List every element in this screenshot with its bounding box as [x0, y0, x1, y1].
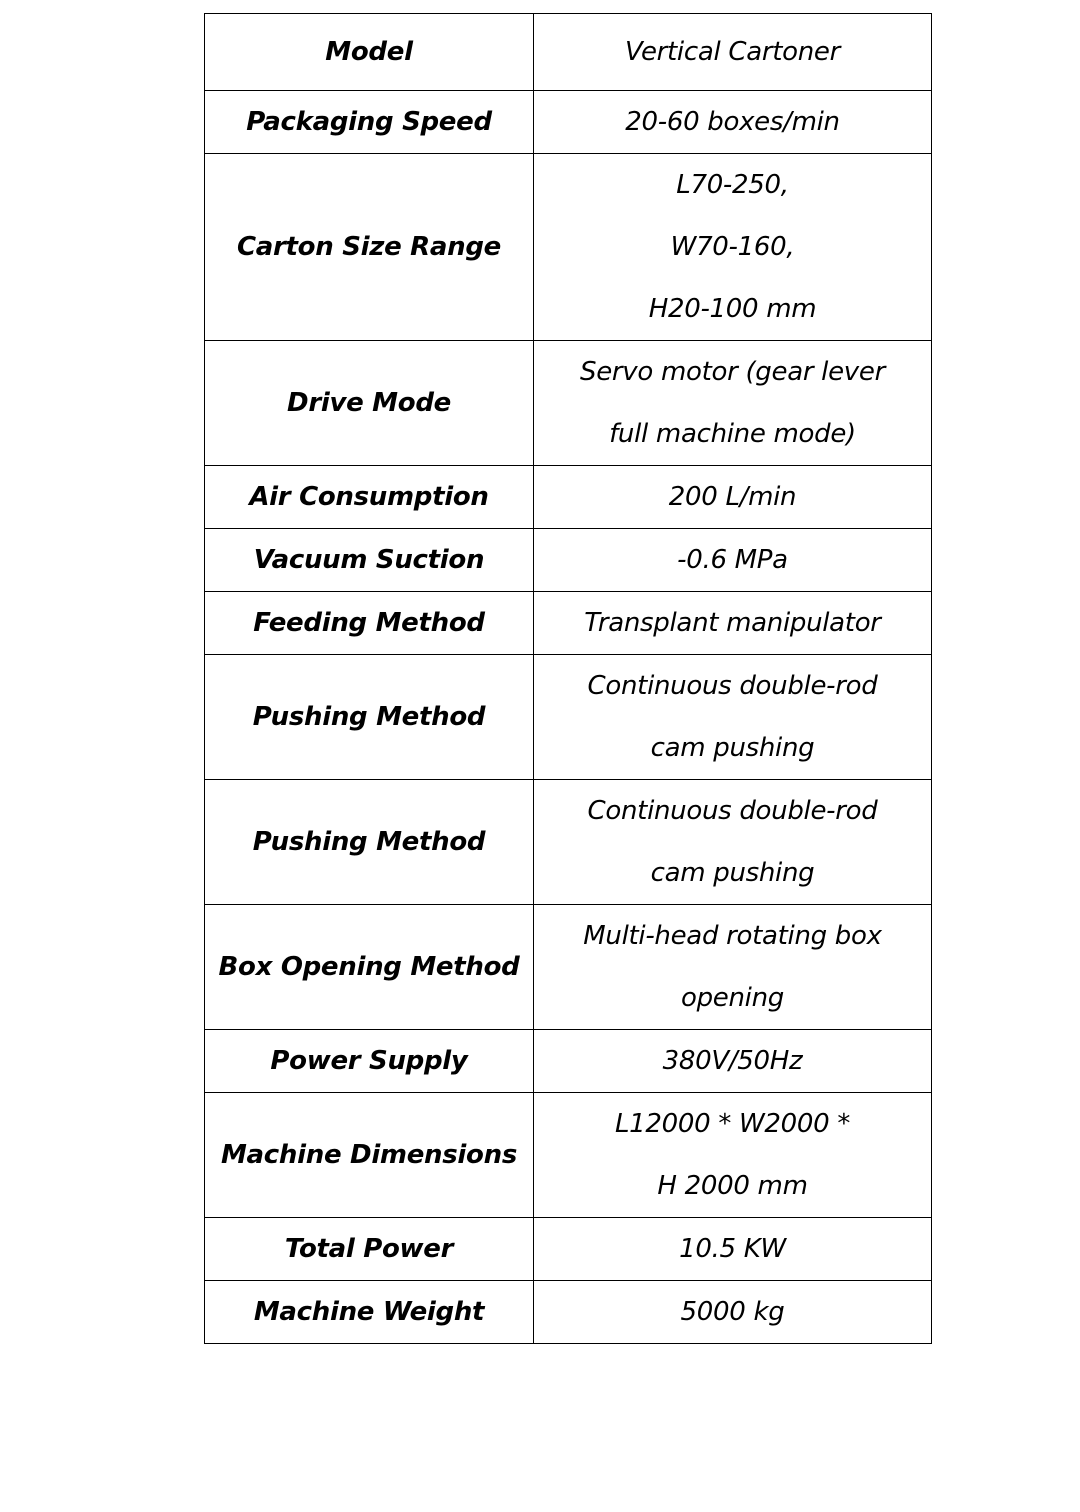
table-row: [205, 1281, 932, 1344]
spec-value-line: Multi-head rotating box: [583, 921, 882, 951]
spec-label: Pushing Method: [205, 780, 534, 905]
spec-label: Box Opening Method: [205, 905, 534, 1030]
spec-label: Model: [205, 14, 534, 91]
spec-value: [534, 592, 932, 655]
table-row: [205, 655, 932, 780]
spec-value-line: cam pushing: [650, 733, 815, 763]
table-row: [205, 592, 932, 655]
spec-table-body: [205, 14, 932, 1344]
spec-label: Carton Size Range: [205, 154, 534, 341]
spec-value: [534, 1218, 932, 1281]
table-row: [205, 529, 932, 592]
spec-value: [534, 529, 932, 592]
spec-label: Drive Mode: [205, 341, 534, 466]
spec-value-line: H 2000 mm: [657, 1171, 808, 1201]
table-row: [205, 91, 932, 154]
table-row: [205, 1030, 932, 1093]
spec-label: Machine Weight: [205, 1281, 534, 1344]
spec-value: [534, 780, 932, 905]
table-row: [205, 341, 932, 466]
table-row: [205, 1093, 932, 1218]
table-row: [205, 154, 932, 341]
spec-value-line: L70-250,: [676, 170, 789, 200]
table-row: [205, 905, 932, 1030]
spec-value-line: 20-60 boxes/min: [625, 107, 840, 137]
spec-value: [534, 1281, 932, 1344]
table-row: [205, 1218, 932, 1281]
spec-value-line: L12000 * W2000 *: [614, 1109, 851, 1139]
spec-label: Feeding Method: [205, 592, 534, 655]
spec-value-line: H20-100 mm: [648, 294, 817, 324]
spec-value: [534, 91, 932, 154]
spec-label: Machine Dimensions: [205, 1093, 534, 1218]
spec-label: Vacuum Suction: [205, 529, 534, 592]
spec-label: Power Supply: [205, 1030, 534, 1093]
spec-value-line: 10.5 KW: [679, 1234, 786, 1264]
spec-label: Packaging Speed: [205, 91, 534, 154]
spec-value-line: Continuous double-rod: [587, 796, 878, 826]
spec-value-line: full machine mode): [609, 419, 856, 449]
table-row: [205, 14, 932, 91]
spec-value-line: -0.6 MPa: [677, 545, 788, 575]
spec-value-line: opening: [681, 983, 784, 1013]
spec-value: [534, 341, 932, 466]
spec-value: [534, 905, 932, 1030]
spec-value-line: 5000 kg: [680, 1297, 785, 1327]
spec-value: [534, 154, 932, 341]
spec-value: [534, 1030, 932, 1093]
table-row: [205, 466, 932, 529]
spec-value-line: cam pushing: [650, 858, 815, 888]
spec-value: [534, 466, 932, 529]
spec-label: Air Consumption: [205, 466, 534, 529]
spec-value-line: 200 L/min: [668, 482, 797, 512]
spec-value-line: 380V/50Hz: [662, 1046, 803, 1076]
spec-value: [534, 655, 932, 780]
table-row: [205, 780, 932, 905]
spec-value-line: Servo motor (gear lever: [580, 357, 885, 387]
spec-label: Pushing Method: [205, 655, 534, 780]
spec-value-line: Transplant manipulator: [584, 608, 881, 638]
spec-value: [534, 14, 932, 91]
spec-value-line: Continuous double-rod: [587, 671, 878, 701]
spec-value: [534, 1093, 932, 1218]
spec-value-line: W70-160,: [670, 232, 795, 262]
spec-label: Total Power: [205, 1218, 534, 1281]
spec-value-line: Vertical Cartoner: [624, 37, 841, 67]
spec-table: [204, 13, 932, 1344]
